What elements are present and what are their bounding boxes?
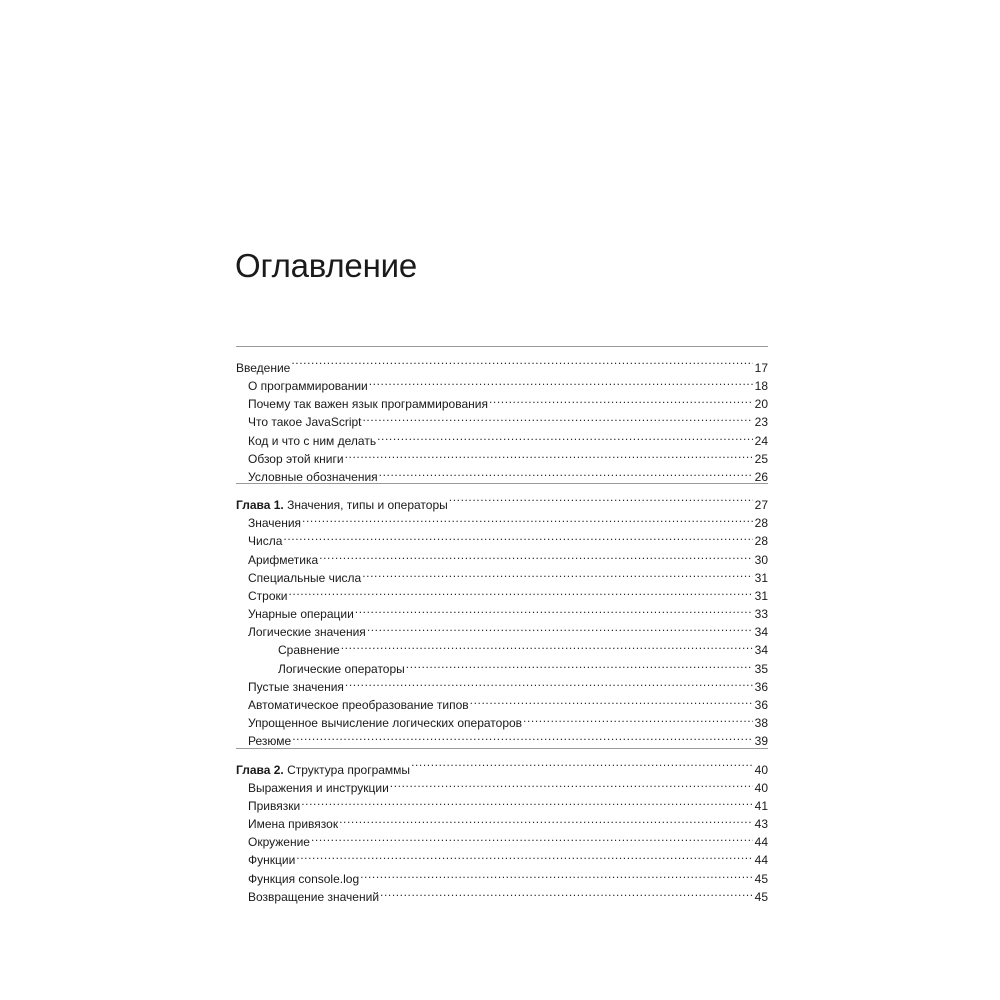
toc-entry-label: Значения [248, 516, 302, 531]
toc-entry-label: О программировании [248, 379, 368, 393]
page-number: 27 [754, 498, 768, 513]
toc-entry-label: Унарные операции [248, 607, 354, 622]
dot-leader [341, 636, 753, 654]
dot-leader [292, 727, 753, 745]
toc-entry-label: Возвращение значений [248, 889, 380, 904]
toc-entry-label: Числа [248, 534, 283, 549]
chapter-title: Введение [236, 361, 291, 375]
page-number: 28 [754, 516, 768, 531]
toc-entry-label: Имена привязок [248, 816, 339, 831]
toc-entry-label: Резюме [248, 734, 292, 749]
dot-leader [363, 408, 754, 426]
page-number: 40 [754, 780, 768, 795]
dot-leader [380, 883, 753, 901]
toc-chapter-entry[interactable] [236, 750, 768, 777]
page-number: 36 [754, 698, 768, 712]
toc-section [236, 748, 768, 904]
dot-leader [302, 509, 753, 527]
toc-entry-label: Выражения и инструкции [248, 780, 389, 795]
dot-leader [311, 828, 753, 846]
dot-leader [390, 774, 753, 792]
dot-leader [489, 390, 753, 408]
chapter-title: Значения, типы и операторы [287, 498, 448, 513]
dot-leader [379, 463, 753, 481]
dot-leader [377, 427, 753, 445]
toc-entry-label: Почему так важен язык программирования [248, 397, 488, 412]
toc-entry[interactable] [236, 509, 768, 531]
toc-chapter-entry[interactable] [236, 485, 768, 513]
page-number: 36 [754, 679, 768, 694]
table-of-contents [236, 346, 768, 904]
dot-leader [301, 792, 753, 810]
toc-entry-label: Функции [248, 853, 296, 868]
dot-leader [355, 600, 753, 618]
toc-entry-label: Функция console.log [248, 871, 360, 886]
dot-leader [406, 655, 753, 673]
toc-entry-label: Условные обозначения [248, 469, 378, 484]
page-number: 18 [754, 379, 768, 393]
page-number: 45 [754, 889, 768, 904]
page-number: 20 [754, 397, 768, 412]
dot-leader [360, 865, 753, 883]
page-number: 23 [754, 415, 768, 430]
chapter-title: Структура программы [287, 762, 411, 777]
dot-leader [296, 846, 753, 864]
toc-entry-label: Специальные числа [248, 570, 362, 585]
dot-leader [470, 691, 753, 709]
page-number: 28 [754, 534, 768, 549]
toc-entry-label: Логические операторы [278, 661, 405, 676]
dot-leader [345, 445, 753, 463]
dot-leader [283, 527, 753, 545]
page-number: 26 [754, 469, 768, 484]
toc-section [236, 346, 768, 484]
toc-entry[interactable] [236, 727, 768, 749]
page-number: 24 [754, 433, 768, 448]
dot-leader [523, 709, 753, 727]
dot-leader [319, 546, 753, 564]
toc-entry-label: Арифметика [248, 552, 319, 567]
page-number: 45 [754, 871, 768, 886]
dot-leader [367, 618, 753, 636]
dot-leader [449, 485, 753, 509]
toc-chapter-entry[interactable] [236, 348, 768, 375]
toc-entry-label: Привязки [248, 798, 301, 813]
dot-leader [288, 582, 753, 600]
toc-entry-label: Код и что с ним делать [248, 433, 377, 448]
page-number: 40 [754, 762, 768, 777]
toc-entry[interactable] [236, 810, 768, 831]
dot-leader [339, 810, 753, 828]
toc-entry-label: Пустые значения [248, 679, 344, 694]
toc-entry-label: Что такое JavaScript [248, 415, 362, 430]
page-number: 33 [754, 607, 768, 622]
toc-entry[interactable] [236, 846, 768, 868]
page-number: 41 [754, 798, 768, 813]
dot-leader [291, 348, 753, 372]
page-number: 39 [754, 734, 768, 749]
page-number: 34 [754, 625, 768, 640]
chapter-number: Глава 2. [236, 762, 284, 777]
page-number: 44 [754, 835, 768, 850]
toc-entry[interactable] [236, 828, 768, 850]
page-number: 34 [754, 643, 768, 658]
dot-leader [411, 750, 753, 774]
toc-entry[interactable] [236, 582, 768, 603]
chapter-number: Глава 1. [236, 498, 284, 513]
toc-entry[interactable] [236, 792, 768, 813]
page-number: 44 [754, 853, 768, 868]
dot-leader [362, 564, 753, 582]
page-number: 31 [754, 588, 768, 603]
dot-leader [369, 372, 753, 390]
page-number: 30 [754, 552, 768, 567]
toc-entry[interactable] [236, 865, 768, 886]
toc-entry-label: Логические значения [248, 625, 366, 640]
page-number: 35 [754, 661, 768, 676]
toc-section [236, 483, 768, 749]
page-number: 25 [754, 451, 768, 466]
page-number: 17 [754, 361, 768, 375]
toc-entry-label: Сравнение [278, 643, 340, 658]
page-number: 31 [754, 570, 768, 585]
toc-entry-label: Упрощенное вычисление логических операторов [248, 716, 523, 731]
toc-entry-label: Окружение [248, 835, 310, 850]
toc-entry-label: Автоматическое преобразование типов [248, 698, 469, 712]
dot-leader [345, 673, 753, 691]
toc-entry[interactable] [236, 372, 768, 393]
toc-entry-label: Обзор этой книги [248, 451, 344, 466]
toc-entry[interactable] [236, 546, 768, 567]
toc-entry[interactable] [236, 600, 768, 622]
page-number: 43 [754, 816, 768, 831]
toc-entry[interactable] [236, 527, 768, 549]
page-title: Оглавление [235, 247, 417, 284]
page-number: 38 [754, 716, 768, 731]
toc-entry-label: Строки [248, 588, 288, 603]
